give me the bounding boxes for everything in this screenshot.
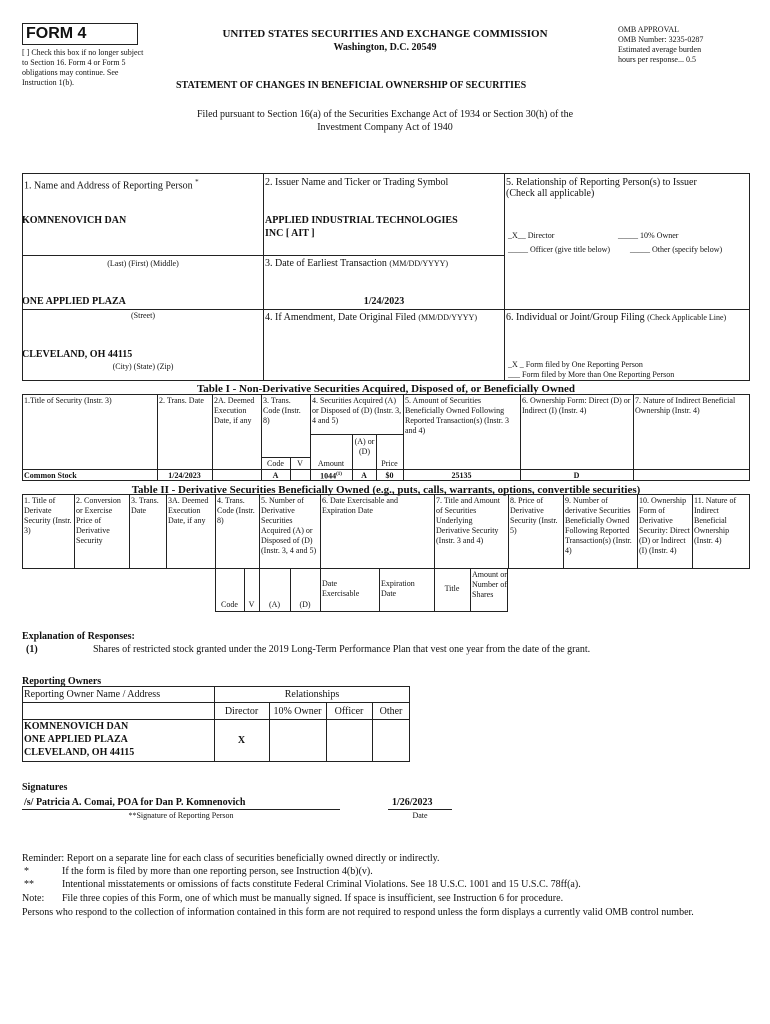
form-title: FORM 4	[26, 25, 87, 42]
t1-col6: 6. Ownership Form: Direct (D) or Indirect (I) (Instr. 4)	[522, 396, 631, 415]
t1-sub-code: Code	[267, 459, 284, 468]
t1-col5: 5. Amount of Securities Beneficially Owned Following Reported Transaction(s) (Instr. 3 and 4)	[405, 396, 509, 435]
owners-col-name: Reporting Owner Name / Address	[24, 689, 161, 700]
relationship-director: _X__ Director	[508, 231, 555, 240]
t1-row-price: $0	[385, 471, 394, 480]
relationship-officer: _____ Officer (give title below)	[508, 245, 611, 254]
t2-sub-amount: Amount or Number of Shares	[472, 570, 507, 599]
relationship-ten-pct: _____ 10% Owner	[618, 231, 679, 240]
t1-row-code: A	[272, 471, 279, 480]
owners-heading: Reporting Owners	[22, 676, 102, 687]
t1-col4: 4. Securities Acquired (A) or Disposed of (D) (Instr. 3, 4 and 5)	[312, 396, 402, 425]
table1-title: Table I - Non-Derivative Securities Acquired, Disposed of, or Beneficially Owned	[196, 383, 576, 395]
omb-burden: Estimated average burden	[618, 45, 702, 54]
owner-line3: CLEVELAND, OH 44115	[24, 747, 135, 758]
t2-col3: 3. Trans. Date	[131, 496, 159, 515]
t2-col11: 11. Nature of Indirect Beneficial Ownership (Instr. 4)	[694, 496, 737, 545]
omb-title: OMB APPROVAL	[618, 25, 679, 34]
t2-col9: 9. Number of derivative Securities Beneficially Owned Following Reported Transaction(s) (Instr. 4)	[565, 496, 632, 555]
owners-col-other: Other	[379, 706, 403, 717]
t1-col2: 2. Trans. Date	[159, 396, 204, 405]
street-hint: (Street)	[131, 311, 155, 320]
t1-sub-aord: (A) or (D)	[354, 437, 375, 456]
t1-col7: 7. Nature of Indirect Beneficial Ownership (Instr. 4)	[635, 396, 736, 415]
t2-col10: 10. Ownership Form of Derivative Security: Direct (D) or Indirect (I) (Instr. 4)	[639, 496, 690, 555]
date-caption: Date	[412, 811, 428, 820]
t1-sub-price: Price	[381, 459, 398, 468]
omb-hours: hours per response... 0.5	[618, 55, 696, 64]
footer-star2-text: Intentional misstatements or omissions of facts constitute Federal Criminal Violations. See 18 U.S.C. 1001 and 15 U.S.C. 78ff(a).	[62, 879, 581, 890]
box5-label: 5. Relationship of Reporting Person(s) to Issuer (Check all applicable)	[506, 177, 697, 199]
t2-col4: 4. Trans. Code (Instr. 8)	[217, 496, 255, 525]
box2-label: 2. Issuer Name and Ticker or Trading Symbol	[265, 177, 449, 188]
t1-col1: 1.Title of Security (Instr. 3)	[24, 396, 112, 405]
signer-caption: **Signature of Reporting Person	[128, 811, 234, 820]
t2-col7: 7. Title and Amount of Securities Underlying Derivative Security (Instr. 3 and 4)	[436, 496, 501, 545]
t2-sub-code: Code	[221, 600, 238, 609]
filed-pursuant-1: Filed pursuant to Section 16(a) of the Securities Exchange Act of 1934 or Section 30(h) of the	[196, 109, 574, 120]
omb-number: OMB Number: 3235-0287	[618, 35, 704, 44]
checkbox-note: [ ] Check this box if no longer subject to Section 16. Form 4 or Form 5 obligations may continue. See Instruction 1(b).	[22, 48, 144, 87]
issuer-ticker: INC [ AIT ]	[265, 228, 315, 239]
t1-row-date: 1/24/2023	[168, 471, 201, 480]
owners-col-ten: 10% Owner	[273, 706, 322, 717]
reporting-city: CLEVELAND, OH 44115	[22, 349, 133, 360]
footer-note-text: File three copies of this Form, one of which must be manually signed. If space is insufficient, see Instruction 6 for procedure.	[62, 893, 564, 904]
t1-sub-amount: Amount	[317, 459, 345, 468]
owner-line1: KOMNENOVICH DAN	[24, 721, 129, 732]
owner-director-mark: X	[237, 735, 246, 746]
footer-reminder: Reminder: Report on a separate line for each class of securities beneficially owned directly or indirectly.	[22, 853, 440, 864]
footer-note-mark: Note:	[22, 893, 45, 904]
t2-sub-expiration: Expiration Date	[381, 579, 415, 598]
filing-one-person: _X _ Form filed by One Reporting Person	[508, 360, 643, 369]
t1-row-owned: 25135	[451, 471, 472, 480]
t2-sub-v: V	[248, 600, 255, 609]
relationship-other: _____ Other (specify below)	[630, 245, 723, 254]
earliest-transaction-date: 1/24/2023	[363, 296, 405, 307]
reporting-street: ONE APPLIED PLAZA	[22, 296, 126, 307]
t2-col3a: 3A. Deemed Execution Date, if any	[168, 496, 209, 525]
t1-col3: 3. Trans. Code (Instr. 8)	[263, 396, 301, 425]
signer-name: /s/ Patricia A. Comai, POA for Dan P. Komnenovich	[24, 797, 246, 808]
agency-city: Washington, D.C. 20549	[333, 42, 437, 53]
t2-sub-a: (A)	[268, 600, 281, 609]
footer-omb-notice: Persons who respond to the collection of information contained in this form are not required to respond unless the form displays a currently valid OMB control number.	[22, 907, 694, 918]
explanation-heading: Explanation of Responses:	[22, 631, 135, 642]
statement-title: STATEMENT OF CHANGES IN BENEFICIAL OWNERSHIP OF SECURITIES	[176, 80, 527, 91]
footer-star1-mark: *	[24, 866, 29, 877]
omb-approval	[618, 25, 758, 65]
owners-col-rel: Relationships	[284, 689, 340, 700]
city-hint: (City) (State) (Zip)	[112, 362, 174, 371]
table2-title: Table II - Derivative Securities Beneficially Owned (e.g., puts, calls, warrants, options, convertible securities)	[131, 484, 641, 496]
filing-more-person: ___ Form filed by More than One Reporting Person	[508, 370, 675, 379]
signatures-heading: Signatures	[22, 782, 68, 793]
box4-label: 4. If Amendment, Date Original Filed (MM/DD/YYYY)	[265, 312, 477, 323]
owner-line2: ONE APPLIED PLAZA	[24, 734, 128, 745]
t2-col6: 6. Date Exercisable and Expiration Date	[322, 496, 398, 515]
t2-col2: 2. Conversion or Exercise Price of Derivative Security	[76, 496, 121, 545]
reporting-person-name: KOMNENOVICH DAN	[22, 215, 127, 226]
t2-col5: 5. Number of Derivative Securities Acquired (A) or Disposed of (D) (Instr. 3, 4 and 5)	[261, 496, 317, 555]
t1-row-title: Common Stock	[24, 471, 77, 480]
explanation-note-text: Shares of restricted stock granted under the 2019 Long-Term Performance Plan that vest one year from the date of the grant.	[93, 644, 591, 655]
agency-name: UNITED STATES SECURITIES AND EXCHANGE COMMISSION	[222, 28, 548, 40]
footer-star1-text: If the form is filed by more than one reporting person, see Instruction 4(b)(v).	[62, 866, 373, 877]
owners-col-director: Director	[224, 706, 259, 717]
signature-date: 1/26/2023	[392, 797, 433, 808]
box3-label: 3. Date of Earliest Transaction (MM/DD/YYYY)	[265, 258, 449, 269]
name-hint: (Last) (First) (Middle)	[107, 259, 179, 268]
t2-col8: 8. Price of Derivative Security (Instr. 5)	[510, 496, 558, 535]
t2-col1: 1. Title of Derivate Security (Instr. 3)	[24, 496, 72, 535]
t1-sub-v: V	[297, 459, 303, 468]
t1-row-form: D	[573, 471, 580, 480]
t1-row-aord: A	[361, 471, 367, 480]
filed-pursuant-2: Investment Company Act of 1940	[317, 122, 453, 133]
t2-sub-exercisable: Date Exercisable	[322, 579, 360, 598]
explanation-note-num: (1)	[26, 644, 38, 655]
t1-row-amount: 1044$^{(1)}$	[320, 471, 342, 481]
t2-sub-d: (D)	[299, 600, 311, 609]
box1-label: 1. Name and Address of Reporting Person *	[24, 178, 199, 192]
t1-col2a: 2A. Deemed Execution Date, if any	[214, 396, 255, 425]
box6-label: 6. Individual or Joint/Group Filing (Check Applicable Line)	[506, 312, 727, 323]
footer-star2-mark: **	[24, 879, 34, 890]
t2-sub-title: Title	[444, 584, 460, 593]
owners-col-officer: Officer	[334, 706, 364, 717]
issuer-name: APPLIED INDUSTRIAL TECHNOLOGIES	[265, 215, 458, 226]
